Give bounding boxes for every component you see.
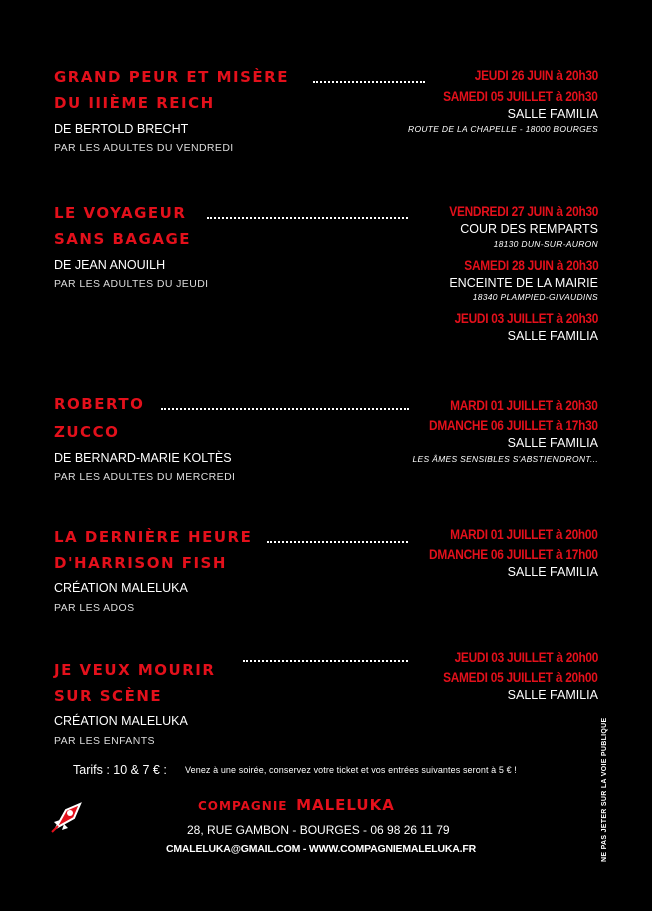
company-contact: CMALELUKA@GMAIL.COM - WWW.COMPAGNIEMALELUKA.FR [166, 843, 476, 855]
show-3-performers: PAR LES ADULTES DU MERCREDI [54, 471, 236, 483]
show-2-date-3: JEUDI 03 JUILLET à 20h30 [454, 311, 598, 326]
show-4-title-line-1: LA DERNIÈRE HEURE [54, 528, 253, 546]
show-1-title-line-2: DU IIIÈME REICH [54, 94, 215, 112]
legal-notice: NE PAS JETER SUR LA VOIE PUBLIQUE [601, 717, 608, 862]
company-name-main: MALELUKA [296, 796, 395, 814]
show-3-author: DE BERNARD-MARIE KOLTÈS [54, 451, 232, 465]
show-1-date-1: JEUDI 26 JUIN à 20h30 [474, 68, 598, 83]
show-2-performers: PAR LES ADULTES DU JEUDI [54, 278, 209, 290]
show-1-title-line-1: GRAND PEUR ET MISÈRE [54, 68, 289, 86]
show-1-venue: SALLE FAMILIA [507, 107, 598, 121]
show-4-venue: SALLE FAMILIA [507, 565, 598, 579]
show-4-performers: PAR LES ADOS [54, 602, 135, 614]
show-1-author: DE BERTOLD BRECHT [54, 122, 189, 136]
show-5-title-line-2: SUR SCÈNE [54, 687, 163, 705]
show-2-venue-1-address: 18130 DUN-SUR-AURON [493, 239, 598, 249]
show-5-venue: SALLE FAMILIA [507, 688, 598, 702]
show-2-venue-2-address: 18340 PLAMPIED-GIVAUDINS [472, 292, 598, 302]
tarifs-details: Venez à une soirée, conservez votre ticket et vos entrées suivantes seront à 5 € ! [185, 765, 517, 775]
show-4-leader-dots [267, 541, 408, 543]
show-3-venue: SALLE FAMILIA [507, 436, 598, 450]
show-4-date-2: DMANCHE 06 JUILLET à 17h00 [429, 547, 598, 562]
show-3-leader-dots [161, 408, 409, 410]
show-4-date-1: MARDI 01 JUILLET à 20h00 [450, 527, 598, 542]
show-5-title-line-1: JE VEUX MOURIR [54, 661, 216, 679]
show-5-date-1: JEUDI 03 JUILLET à 20h00 [454, 650, 598, 665]
show-5-leader-dots [243, 660, 408, 662]
show-2-title-line-2: SANS BAGAGE [54, 230, 192, 248]
company-address: 28, RUE GAMBON - BOURGES - 06 98 26 11 79 [187, 823, 450, 837]
show-1-leader-dots [313, 81, 425, 83]
show-2-date-1: VENDREDI 27 JUIN à 20h30 [449, 204, 598, 219]
show-5-performers: PAR LES ENFANTS [54, 735, 155, 747]
show-2-date-2: SAMEDI 28 JUIN à 20h30 [463, 258, 598, 273]
show-2-author: DE JEAN ANOUILH [54, 258, 166, 272]
show-4-author: CRÉATION MALELUKA [54, 581, 188, 595]
show-3-title-line-2: ZUCCO [54, 423, 120, 441]
show-4-title-line-2: D'HARRISON FISH [54, 554, 227, 572]
show-2-title-line-1: LE VOYAGEUR [54, 204, 187, 222]
show-5-date-2: SAMEDI 05 JUILLET à 20h00 [443, 670, 598, 685]
show-5-author: CRÉATION MALELUKA [54, 714, 188, 728]
show-1-performers: PAR LES ADULTES DU VENDREDI [54, 142, 234, 154]
show-2-venue-2: ENCEINTE DE LA MAIRIE [449, 276, 598, 290]
show-3-note: LES ÂMES SENSIBLES S'ABSTIENDRONT... [412, 454, 598, 464]
show-2-venue-3: SALLE FAMILIA [507, 329, 598, 343]
rocket-logo-icon [50, 800, 84, 834]
show-3-date-1: MARDI 01 JUILLET à 20h30 [450, 398, 598, 413]
show-1-venue-address: ROUTE DE LA CHAPELLE - 18000 BOURGES [408, 124, 598, 134]
show-1-date-2: SAMEDI 05 JUILLET à 20h30 [443, 89, 598, 104]
company-name-prefix: COMPAGNIE [198, 799, 288, 813]
show-3-date-2: DMANCHE 06 JUILLET à 17h30 [429, 418, 598, 433]
tarifs-label: Tarifs : 10 & 7 € : [73, 763, 167, 777]
show-2-leader-dots [207, 217, 408, 219]
company-name [198, 795, 395, 814]
show-3-title-line-1: ROBERTO [54, 395, 145, 413]
show-2-venue-1: COUR DES REMPARTS [460, 222, 598, 236]
